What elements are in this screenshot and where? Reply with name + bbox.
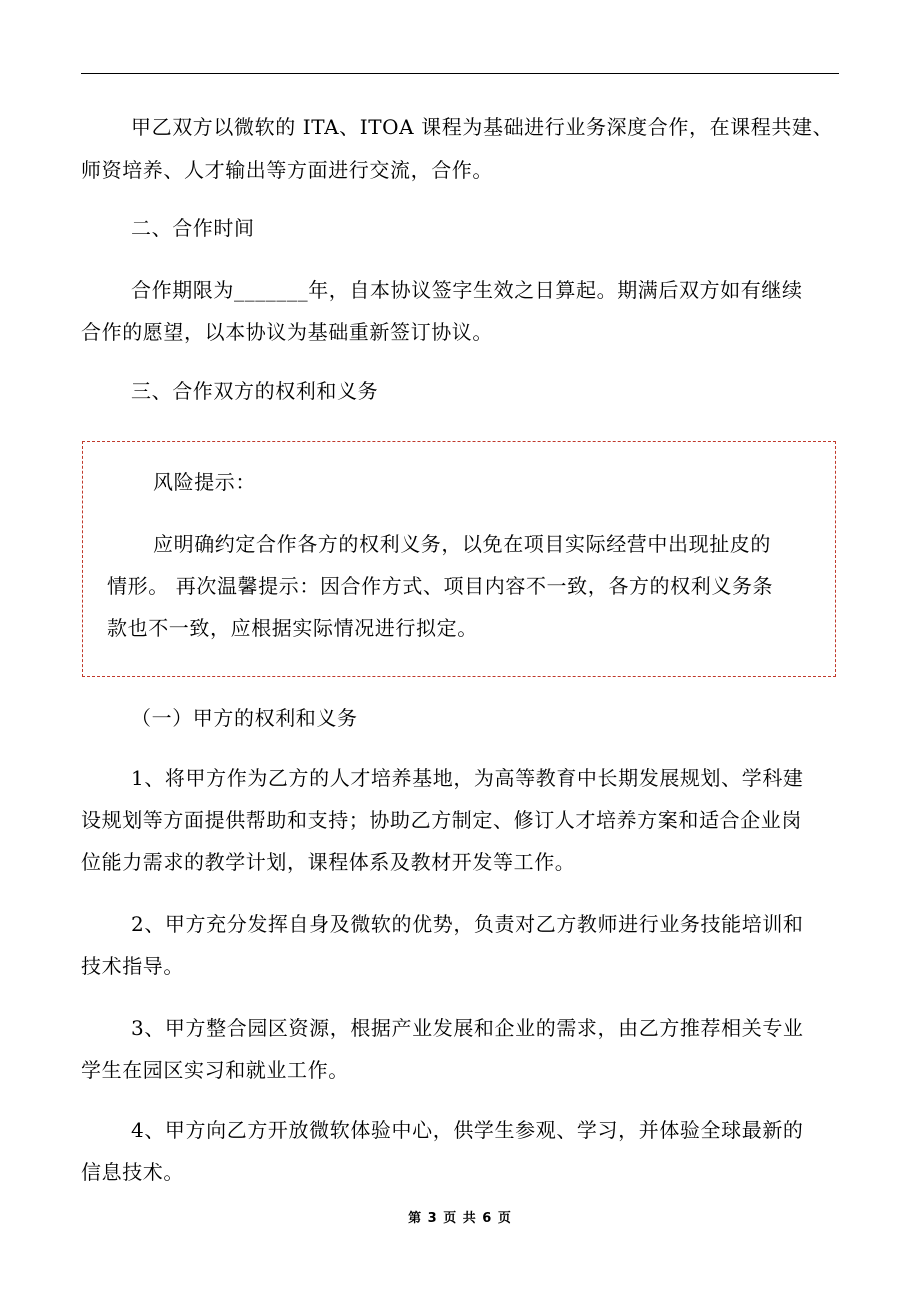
section-heading-cooperation-time: 二、合作时间 xyxy=(131,216,255,240)
subsection-heading-party-a: （一）甲方的权利和义务 xyxy=(131,706,358,730)
risk-notice-title: 风险提示： xyxy=(153,470,256,494)
risk-notice-line-2: 情形。 再次温馨提示：因合作方式、项目内容不一致，各方的权利义务条 xyxy=(107,574,774,598)
item-4-line-2: 信息技术。 xyxy=(81,1160,184,1184)
item-1-line-3: 位能力需求的教学计划，课程体系及教材开发等工作。 xyxy=(81,850,576,874)
paragraph-period-line-1: 合作期限为_______年，自本协议签字生效之日算起。期满后双方如有继续 xyxy=(131,278,803,302)
item-2-line-1: 2、甲方充分发挥自身及微软的优势，负责对乙方教师进行业务技能培训和 xyxy=(131,912,804,936)
item-4-line-1: 4、甲方向乙方开放微软体验中心，供学生参观、学习，并体验全球最新的 xyxy=(131,1118,804,1142)
page-number-footer: 第 3 页 共 6 页 xyxy=(408,1211,512,1226)
item-3-line-2: 学生在园区实习和就业工作。 xyxy=(81,1058,349,1082)
paragraph-intro-line-1: 甲乙双方以微软的 ITA、ITOA 课程为基础进行业务深度合作，在课程共建、 xyxy=(131,115,834,139)
risk-notice-line-3: 款也不一致，应根据实际情况进行拟定。 xyxy=(107,616,478,640)
section-heading-rights-obligations: 三、合作双方的权利和义务 xyxy=(131,379,379,403)
paragraph-period-line-2: 合作的愿望，以本协议为基础重新签订协议。 xyxy=(81,320,493,344)
header-rule xyxy=(81,73,839,74)
item-2-line-2: 技术指导。 xyxy=(81,954,184,978)
item-1-line-2: 设规划等方面提供帮助和支持；协助乙方制定、修订人才培养方案和适合企业岗 xyxy=(81,808,802,832)
risk-notice-line-1: 应明确约定合作各方的权利义务，以免在项目实际经营中出现扯皮的 xyxy=(153,532,771,556)
item-1-line-1: 1、将甲方作为乙方的人才培养基地，为高等教育中长期发展规划、学科建 xyxy=(131,766,804,790)
item-3-line-1: 3、甲方整合园区资源，根据产业发展和企业的需求，由乙方推荐相关专业 xyxy=(131,1016,804,1040)
paragraph-intro-line-2: 师资培养、人才输出等方面进行交流，合作。 xyxy=(81,158,493,182)
